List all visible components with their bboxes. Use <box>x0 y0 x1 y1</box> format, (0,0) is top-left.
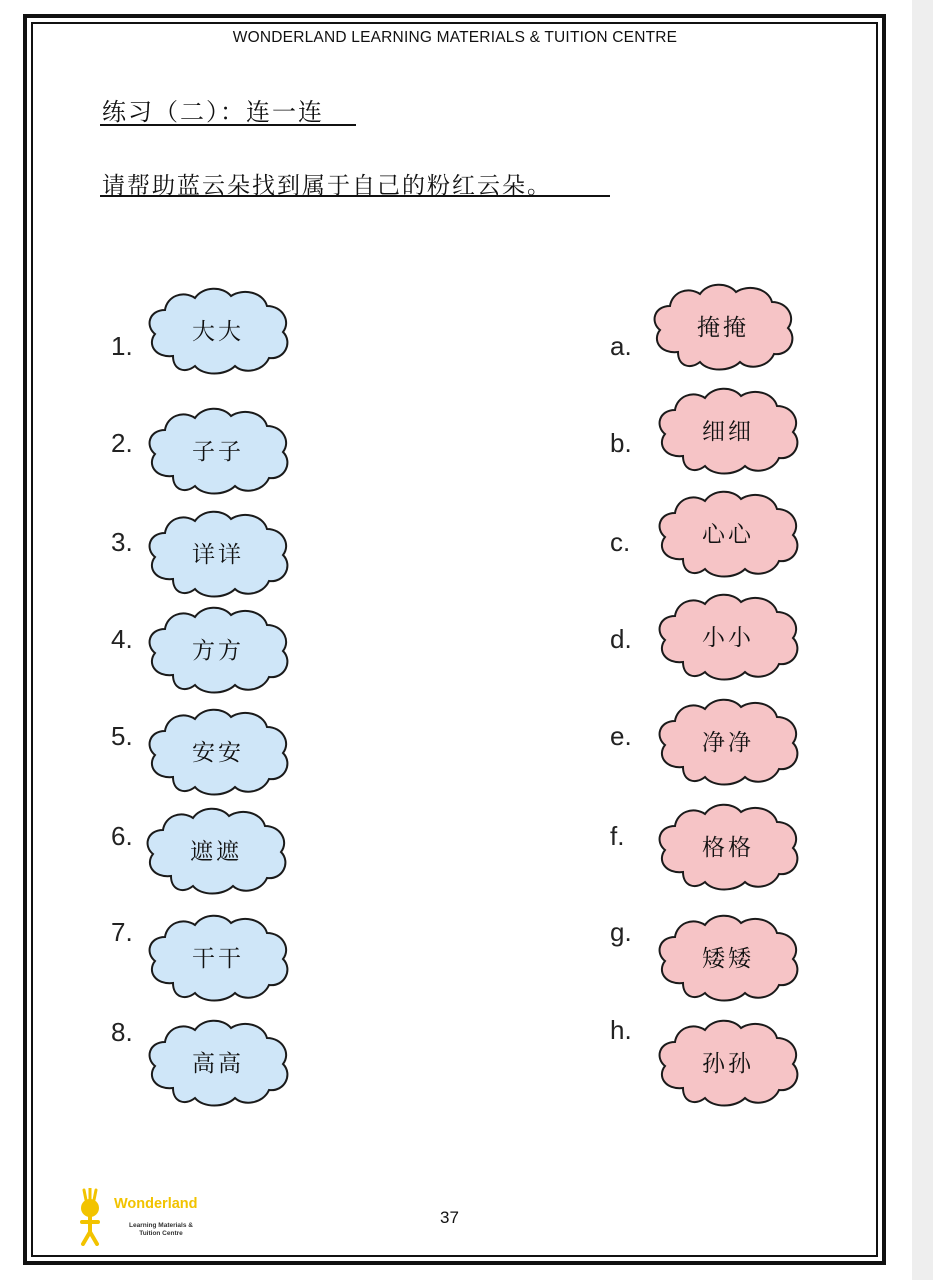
right-item-letter: d. <box>610 624 632 654</box>
blue-cloud[interactable] <box>143 507 293 597</box>
instruction-underline <box>100 195 610 197</box>
blue-cloud[interactable] <box>143 404 293 494</box>
cloud-word: 干干 <box>192 945 244 972</box>
cloud-word: 心心 <box>702 521 754 548</box>
pink-cloud[interactable] <box>653 911 803 1001</box>
left-item-number: 8. <box>111 1017 133 1047</box>
pink-cloud[interactable] <box>653 1016 803 1106</box>
logo-subtitle <box>116 1222 206 1238</box>
pink-cloud[interactable] <box>653 590 803 680</box>
cloud-word: 格格 <box>702 834 754 861</box>
blue-cloud[interactable] <box>143 284 293 374</box>
logo-subtitle-line1: Learning Materials & <box>129 1222 193 1229</box>
left-item-number: 7. <box>111 917 133 947</box>
blue-cloud[interactable] <box>143 911 293 1001</box>
right-item-letter: f. <box>610 821 625 851</box>
page-number: 37 <box>440 1208 459 1227</box>
cloud-word: 安安 <box>192 739 244 766</box>
cloud-word: 掩掩 <box>697 314 749 341</box>
section-title-underline <box>100 124 356 126</box>
pink-cloud[interactable] <box>653 487 803 577</box>
pink-cloud[interactable] <box>653 800 803 890</box>
pink-cloud[interactable] <box>648 280 798 370</box>
cloud-word: 净净 <box>702 729 754 756</box>
blue-cloud[interactable] <box>141 804 291 894</box>
logo-subtitle-line2: Tuition Centre <box>139 1230 183 1237</box>
cloud-word: 大大 <box>192 318 244 345</box>
section-title: 练习（二）：连一连 <box>102 98 324 126</box>
logo-figure-icon <box>76 1188 110 1246</box>
blue-cloud[interactable] <box>143 603 293 693</box>
right-item-letter: b. <box>610 428 632 458</box>
cloud-word: 详详 <box>192 541 244 568</box>
right-item-letter: e. <box>610 721 632 751</box>
cloud-word: 小小 <box>702 624 754 651</box>
right-item-letter: c. <box>610 527 631 557</box>
blue-cloud[interactable] <box>143 705 293 795</box>
cloud-word: 遮遮 <box>190 838 242 865</box>
right-item-letter: a. <box>610 331 632 361</box>
right-item-letter: h. <box>610 1015 632 1045</box>
cloud-word: 方方 <box>192 637 244 664</box>
page-header: WONDERLAND LEARNING MATERIALS & TUITION CENTRE <box>232 29 678 46</box>
pink-cloud[interactable] <box>653 384 803 474</box>
left-item-number: 3. <box>111 527 133 557</box>
cloud-word: 子子 <box>192 438 244 465</box>
logo-name: Wonderland <box>114 1196 198 1212</box>
left-item-number: 4. <box>111 624 133 654</box>
side-strip <box>912 0 933 1280</box>
right-item-letter: g. <box>610 917 632 947</box>
cloud-word: 高高 <box>192 1050 244 1077</box>
blue-cloud[interactable] <box>143 1016 293 1106</box>
wonderland-logo <box>76 1188 216 1248</box>
left-item-number: 2. <box>111 428 133 458</box>
left-item-number: 5. <box>111 721 133 751</box>
left-item-number: 1. <box>111 331 133 361</box>
instruction-text: 请帮助蓝云朵找到属于自己的粉红云朵。 <box>102 173 552 199</box>
pink-cloud[interactable] <box>653 695 803 785</box>
cloud-word: 矮矮 <box>702 945 754 972</box>
left-item-number: 6. <box>111 821 133 851</box>
cloud-word: 细细 <box>702 418 754 445</box>
cloud-word: 孙孙 <box>702 1050 754 1077</box>
